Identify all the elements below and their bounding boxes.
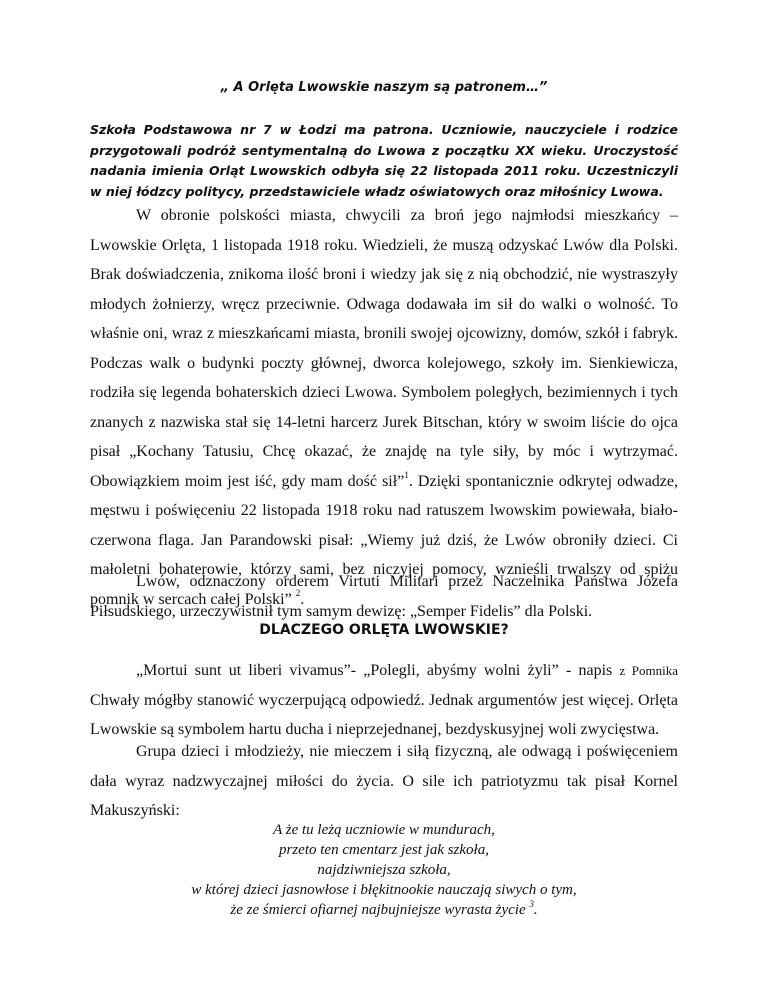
paragraph-why-text-a: „Mortui sunt ut liberi vivamus”- „Polegli, abyśmy wolni żyli” - napis bbox=[136, 662, 620, 679]
footnote-ref-3[interactable]: 3 bbox=[529, 899, 534, 909]
paragraph-defense-text-c: . bbox=[300, 590, 305, 608]
section-heading: DLACZEGO ORLĘTA LWOWSKIE? bbox=[259, 622, 509, 638]
paragraph-why-text-b: Chwały mógłby stanowić wyczerpującą odpowiedź. Jednak argumentów jest więcej. Orlęta Lwowskie są symbolem hartu ducha i nieprzejednanej, bezdyskusyjnej woli zwycięstwa. bbox=[90, 691, 678, 738]
poem-line-2: przeto ten cmentarz jest jak szkoła, bbox=[279, 842, 489, 858]
paragraph-defense-text-b: . Dzięki spontanicznie odkrytej odwadze, męstwu i poświęceniu 22 listopada 1918 roku nad ratuszem lwowskim powiewała, biało-czerwona flaga. Jan Parandowski pisał: „Wiemy już dziś, że Lwów obroniły dzieci. Ci małoletni bohaterowie, którzy sami, bez niczyjej pomocy, wznieśli trwalszy od spiżu pomnik w sercach całej Polski” bbox=[90, 472, 679, 608]
poem-line-3: najdziwniejsza szkoła, bbox=[317, 862, 451, 878]
footnote-ref-2[interactable]: 2 bbox=[295, 588, 301, 599]
paragraph-patriotism: Grupa dzieci i młodzieży, nie mieczem i siłą fizyczną, ale odwagą i poświęceniem dała wyraz nadzwyczajnej miłości do życia. O sile ich patriotyzmu tak pisał Kornel Makuszyński: bbox=[90, 743, 678, 819]
intro-paragraph: Szkoła Podstawowa nr 7 w Łodzi ma patrona. Uczniowie, nauczyciele i rodzice przygotowali podróż sentymentalną do Lwowa z początku XX wieku. Uroczystość nadania imienia Orląt Lwowskich odbyła się 22 listopada 2011 roku. Uczestniczyli w niej łódzcy politycy, przedstawiciele władz oświatowych oraz miłośnicy Lwowa. bbox=[90, 122, 678, 199]
poem-quote bbox=[90, 820, 678, 920]
footnote-ref-1[interactable]: 1 bbox=[404, 470, 409, 481]
poem-line-5-end: . bbox=[533, 902, 538, 918]
poem-line-5 bbox=[90, 900, 678, 920]
paragraph-defense-text-a: W obronie polskości miasta, chwycili za broń jego najmłodsi mieszkańcy – Lwowskie Orlęta, 1 listopada 1918 roku. Wiedzieli, że muszą odzyskać Lwów dla Polski. Brak doświadczenia, znikoma ilość broni i wiedzy jak się z nią obchodzić, nie wystraszyły młodych żołnierzy, wręcz przeciwnie. Odwaga dodawała im sił do walki o wolność. To właśnie oni, wraz z mieszkańcami miasta, bronili swojej ojcowizny, domów, szkół i fabryk. Podczas walk o budynki poczty głównej, dworca kolejowego, szkoły im. Sienkiewicza, rodziła się legenda bohaterskich dzieci Lwowa. Symbolem poległych, bezimiennych i tych znanych z nazwiska stał się 14-letni harcerz Jurek Bitschan, który w swoim liście do ojca pisał „Kochany Tatusiu, Chcę okazać, że znajdę na tyle siły, by móc i wytrzymać. Obowiązkiem moim jest iść, gdy mam dość sił” bbox=[90, 207, 678, 490]
paragraph-virtuti-militari: Lwów, odznaczony orderem Virtuti Militari przez Naczelnika Państwa Józefa Piłsudskiego, urzeczywistnił tym samym dewizę: „Semper Fidelis” dla Polski. bbox=[90, 573, 678, 620]
paragraph-defense bbox=[90, 201, 678, 614]
paragraph-why bbox=[90, 656, 678, 745]
document-title: „ A Orlęta Lwowskie naszym są patronem…” bbox=[220, 80, 548, 95]
paragraph-why-text-small: z Pomnika bbox=[619, 663, 678, 678]
poem-line-4: w której dzieci jasnowłose i błękitnookie nauczają siwych o tym, bbox=[191, 882, 577, 898]
poem-line-5-text: że ze śmierci ofiarnej najbujniejsze wyrasta życie bbox=[230, 902, 530, 918]
poem-line-1: A że tu leżą uczniowie w mundurach, bbox=[273, 822, 495, 838]
